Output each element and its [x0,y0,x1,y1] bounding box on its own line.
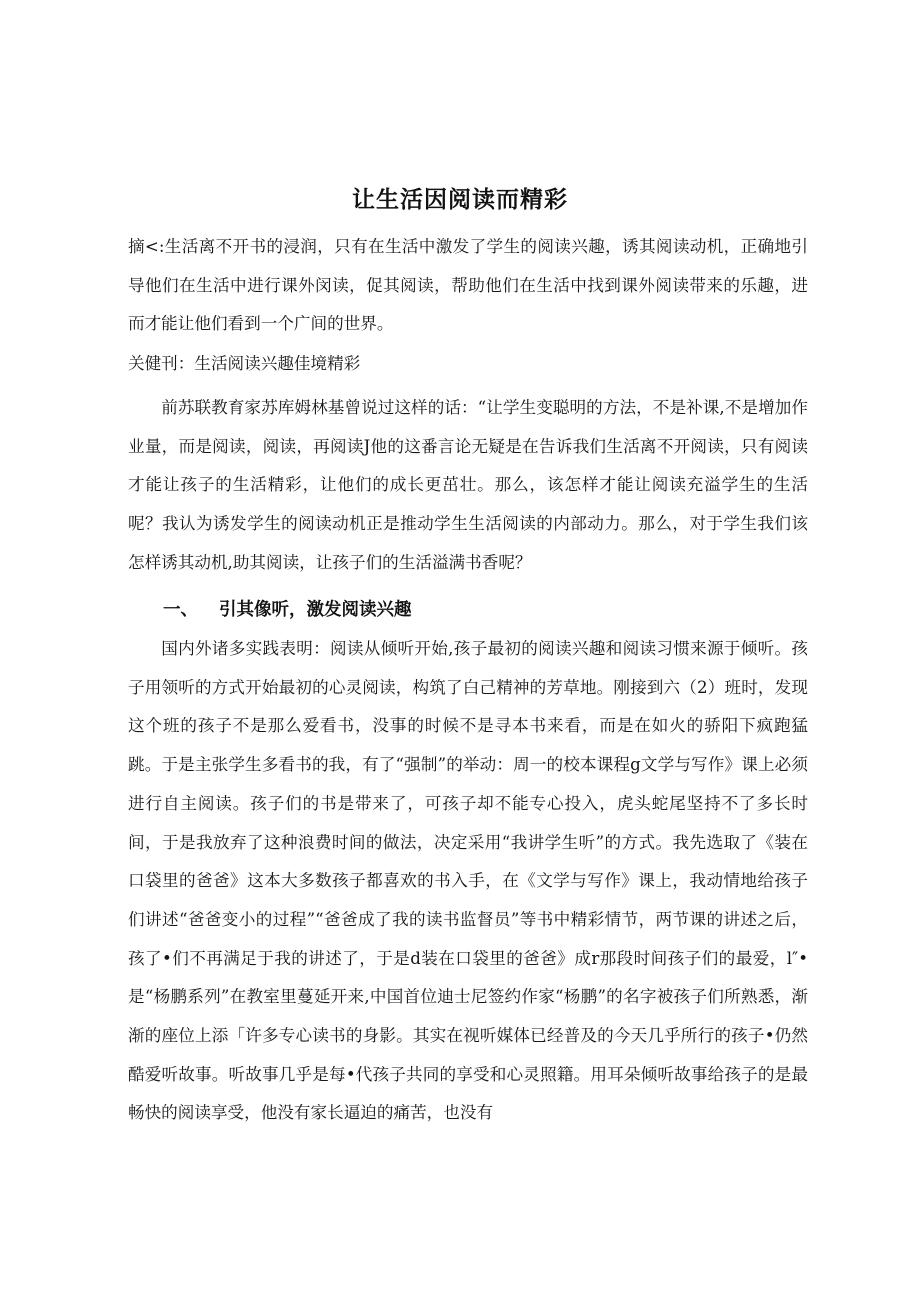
body-paragraph-1: 前苏联教育家苏库姆林基曾说过这样的话：“让学生变聪明的方法，不是补课,不是增加作业量，而是阅读，阅读，再阅读J他的这番言论无疑是在告诉我们生活离不开阅读，只有阅读才能让孩子的生活精彩，让他们的成长更茁壮。那么，该怎样才能让阅读充溢学生的生活呢？我认为诱发学生的阅读动机正是推动学生生活阅读的内部动力。那么，对于学生我们该怎样诱其动机,助其阅读，让孩子们的生活溢满书香呢？ [128,398,808,572]
keywords-line: 关健刊：生活阅读兴趣佳境精彩 [128,354,361,373]
body-paragraph-2: 国内外诸多实践表明：阅读从倾听开始,孩子最初的阅读兴趣和阅读习惯来源于倾听。孩子用领听的方式开始最初的心灵阅读，构筑了白己精神的芳草地。刚接到六（2）班时，发现这个班的孩子不是那么爱看书，没事的时候不是寻本书来看，而是在如火的骄阳下疯跑猛跳。于是主张学生多看书的我，有了“强制”的举动：周一的校本课程g文学与写作》课上必须进行自主阅读。孩子们的书是带来了，可孩子却不能专心投入，虎头蛇尾坚持不了多长时间，于是我放弃了这种浪费时间的做法，决定采用“我讲学生听”的方式。我先选取了《装在口袋里的爸爸》这本大多数孩子都喜欢的书入手，在《文学与写作》课上，我动情地给孩子们讲述“爸爸变小的过程”“爸爸成了我的读书监督员”等书中精彩情节，两节课的讲述之后，孩了•们不再满足于我的讲述了，于是d装在口袋里的爸爸》成r那段时间孩子们的最爱，l″•是“杨鹏系列”在教室里蔓延开来,中国首位迪士尼签约作家“杨鹏”的名字被孩子们所熟悉，渐渐的座位上添「许多专心读书的身影。其实在视听媒体已经普及的今天几乎所行的孩子•仍然酷爱听故事。听故事几乎是每•代孩子共同的享受和心灵照籍。用耳朵倾听故事给孩子的是最畅快的阅读享受，他没有家长逼迫的痛苦，也没有 [128,639,808,1123]
section-number: 一、 [163,600,198,620]
section-heading-1 [163,596,763,624]
section-heading-text: 引其像听，激发阅读兴趣 [219,600,412,620]
document-title: 让生活因阅读而精彩 [352,187,568,213]
abstract-paragraph: 摘<:生活离不开书的浸润，只有在生活中激发了学生的阅读兴趣，诱其阅读动机，正确地引导他们在生活中进行课外闵读，促其阅读，帮助他们在生活中找到课外阅读带来的乐趣，进而才能让他们看到一个广间的世界。 [128,237,808,334]
